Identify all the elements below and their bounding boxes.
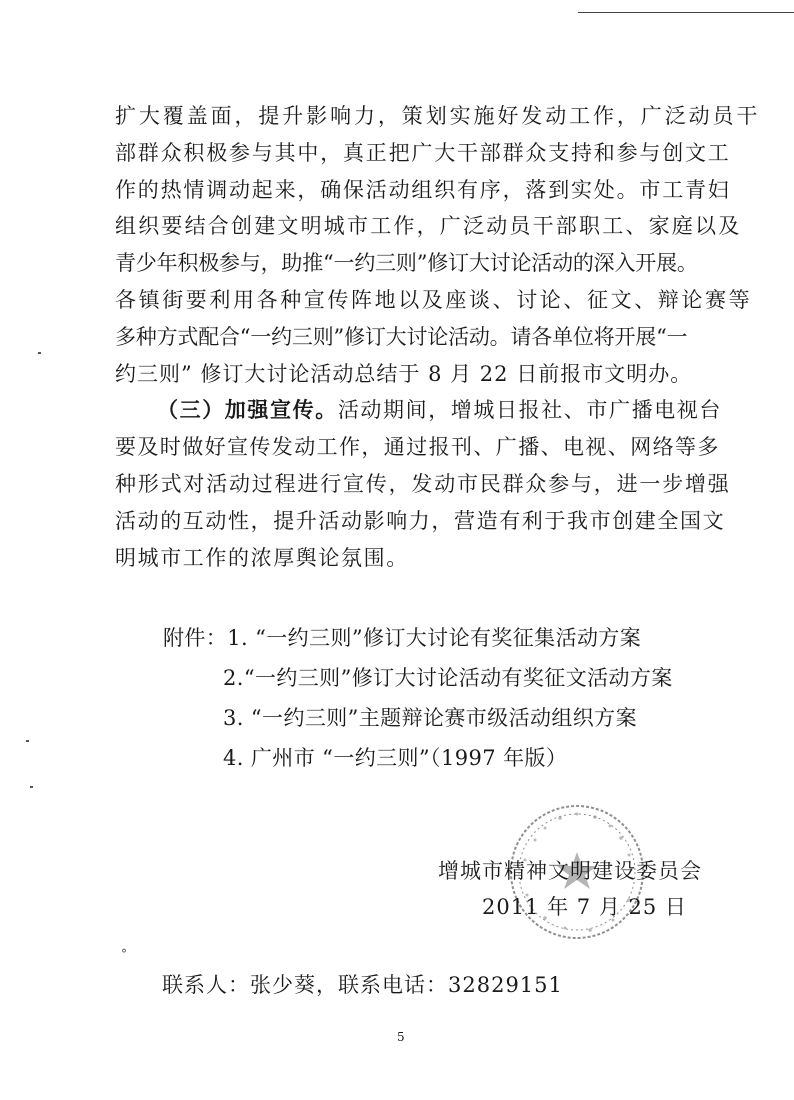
header-rule	[578, 12, 794, 13]
paragraph-text: 活动期间，增城日报社、市广播电视台	[337, 398, 723, 423]
paragraph-line: 组织要结合创建文明城市工作，广泛动员干部职工、家庭以及	[115, 214, 742, 239]
paragraph-line: 明城市工作的浓厚舆论氛围。	[115, 545, 409, 570]
publicity-paragraph	[115, 392, 731, 576]
attachment-item: 2.“一约三则”修订大讨论活动有奖征文活动方案	[223, 666, 673, 690]
scan-speck	[38, 352, 41, 354]
paragraph-line: 要及时做好宣传发动工作，通过报刊、广播、电视、网络等多	[115, 435, 720, 460]
attachment-item: 3. “一约三则”主题辩论赛市级活动组织方案	[223, 706, 637, 730]
paragraph-line: 种形式对活动过程进行宣传，发动市民群众参与，进一步增强	[115, 471, 731, 496]
paragraph-line: 扩大覆盖面，提升影响力，策划实施好发动工作，广泛动员干	[115, 104, 761, 128]
contact-info: 联系人：张少葵，联系电话：32829151	[162, 973, 563, 997]
page-number: 5	[397, 1030, 405, 1044]
paragraph-line: 多种方式配合“一约三则”修订大讨论活动。请各单位将开展“一	[115, 324, 688, 349]
paragraph-line: 活动的互动性，提升活动影响力，营造有利于我市创建全国文	[115, 508, 726, 533]
paragraph-line: 各镇街要利用各种宣传阵地以及座谈、讨论、征文、辩论赛等	[115, 287, 753, 312]
scan-speck: °	[121, 947, 127, 961]
issue-date: 2011 年 7 月 25 日	[482, 895, 687, 919]
attachment-item	[163, 618, 683, 658]
signature-block	[438, 853, 718, 925]
scan-speck	[30, 786, 33, 788]
paragraph-line: 作的热情调动起来，确保活动组织有序，落到实处。市工青妇	[115, 177, 731, 202]
paragraph-line	[115, 392, 723, 429]
paragraph-line: 青少年积极参与，助推“一约三则”修订大讨论活动的深入开展。	[115, 251, 698, 276]
attachments-label: 附件：	[163, 626, 228, 650]
attachments-list	[163, 618, 683, 778]
attachment-title: 1. “一约三则”修订大讨论有奖征集活动方案	[227, 626, 642, 650]
body-text	[115, 98, 761, 576]
scan-speck	[26, 740, 29, 742]
section-heading: （三）加强宣传。	[157, 397, 338, 423]
issuing-organization: 增城市精神文明建设委员会	[438, 859, 702, 883]
paragraph-line: 部群众积极参与其中，真正把广大干部群众支持和参与创文工	[115, 140, 731, 165]
attachment-item: 4. 广州市 “一约三则”（1997 年版）	[223, 746, 568, 770]
paragraph-line: 约三则” 修订大讨论活动总结于 8 月 22 日前报市文明办。	[115, 361, 693, 386]
